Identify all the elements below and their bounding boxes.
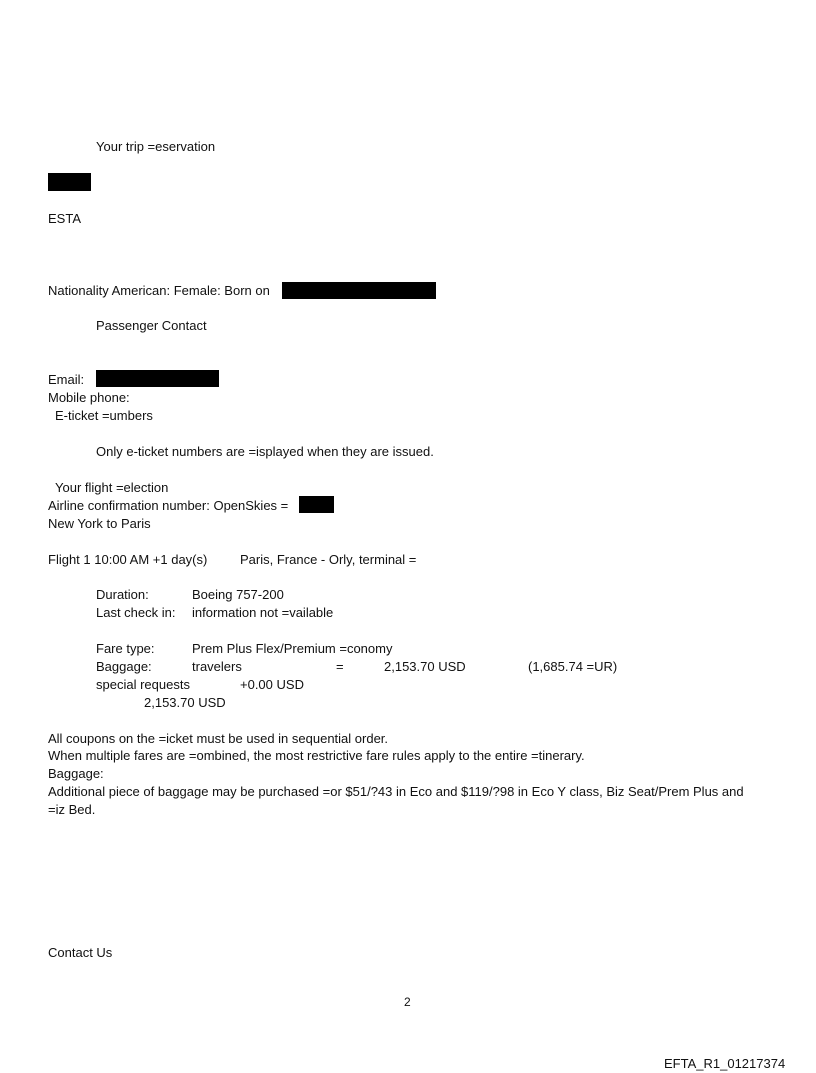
route: New York to Paris (48, 516, 151, 531)
passenger-contact-heading: Passenger Contact (96, 318, 207, 333)
fare-amount-usd: 2,153.70 USD (384, 659, 466, 674)
page-number: 2 (404, 995, 411, 1009)
redaction-box-dob (282, 282, 436, 299)
duration-value: Boeing 757-200 (192, 587, 284, 602)
fare-type-value: Prem Plus Flex/Premium =conomy (192, 641, 393, 656)
nationality-line: Nationality American: Female: Born on (48, 283, 270, 298)
fare-total: 2,153.70 USD (144, 695, 226, 710)
baggage-note-label: Baggage: (48, 766, 104, 781)
trip-reservation-heading: Your trip =eservation (96, 139, 216, 154)
redaction-box-email (96, 370, 219, 387)
checkin-label: Last check in: (96, 605, 176, 620)
esta-label: ESTA (48, 211, 81, 226)
flight-selection-heading: Your flight =election (55, 480, 169, 495)
redaction-box-name (48, 173, 91, 191)
fare-type-label: Fare type: (96, 641, 155, 656)
baggage-label: Baggage: (96, 659, 152, 674)
eticket-numbers-heading: E-ticket =umbers (55, 408, 153, 423)
coupons-note: All coupons on the =icket must be used in sequential order. (48, 731, 389, 746)
special-requests-value: +0.00 USD (240, 677, 304, 692)
eticket-note: Only e-ticket numbers are =isplayed when they are issued. (96, 444, 434, 459)
duration-label: Duration: (96, 587, 149, 602)
baggage-note-line2: =iz Bed. (48, 802, 96, 817)
special-requests-label: special requests (96, 677, 190, 692)
equals-sign: = (336, 659, 344, 674)
airline-confirmation: Airline confirmation number: OpenSkies = (48, 498, 289, 513)
fare-rules-note: When multiple fares are =ombined, the most restrictive fare rules apply to the entire =tinerary. (48, 748, 585, 763)
fare-amount-eur: (1,685.74 =UR) (528, 659, 618, 674)
document-id: EFTA_R1_01217374 (664, 1056, 786, 1071)
checkin-value: information not =vailable (192, 605, 334, 620)
flight-destination: Paris, France - Orly, terminal = (240, 552, 417, 567)
baggage-note-line1: Additional piece of baggage may be purchased =or $51/?43 in Eco and $119/?98 in Eco Y class, Biz Seat/Prem Plus and (48, 784, 744, 799)
email-label: Email: (48, 372, 85, 387)
contact-us-link[interactable]: Contact Us (48, 945, 113, 960)
flight-info: Flight 1 10:00 AM +1 day(s) (48, 552, 208, 567)
baggage-value: travelers (192, 659, 242, 674)
redaction-box-confirmation (299, 496, 334, 513)
mobile-phone-label: Mobile phone: (48, 390, 130, 405)
